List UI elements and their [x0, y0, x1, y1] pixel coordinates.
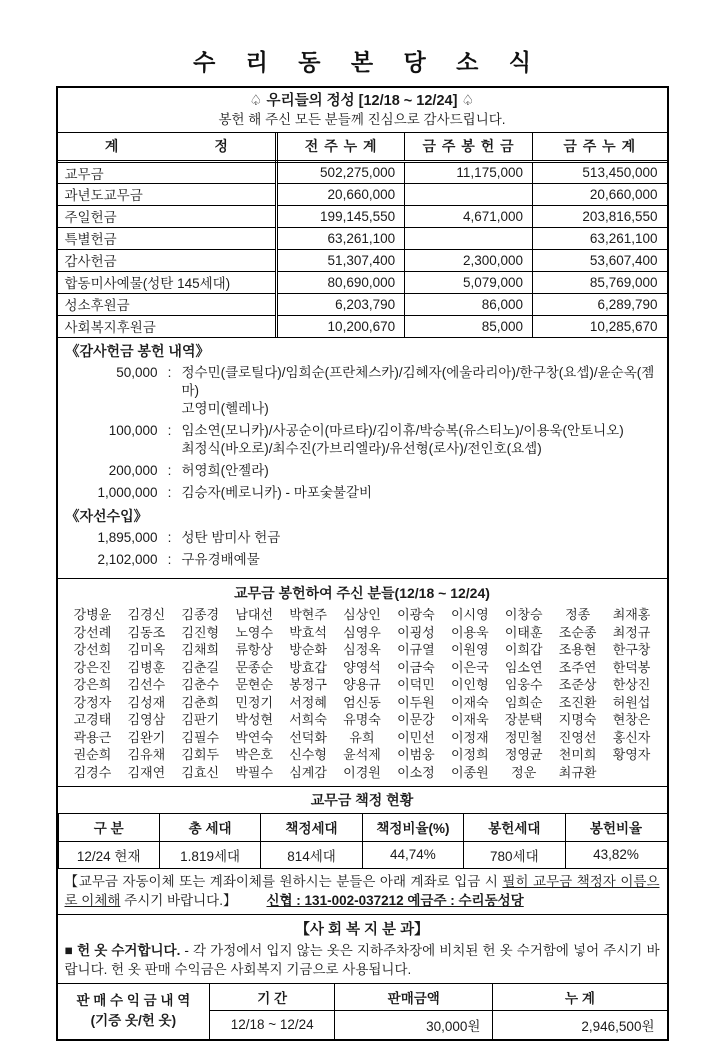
donor-name: 이광숙	[397, 607, 435, 622]
account-name: 감사헌금	[58, 249, 277, 271]
donor-name: 문종순	[235, 659, 274, 675]
donors-section-title: 교무금 봉헌하여 주신 분들(12/18 ~ 12/24)	[234, 585, 490, 601]
donor-names	[182, 462, 659, 480]
donor-name: 양영석	[343, 659, 381, 675]
donor-name: 이은국	[450, 659, 489, 675]
devotion-header-title: ♤ 우리들의 정성 [12/18 ~ 12/24] ♤	[249, 93, 475, 109]
donor-name: 조용현	[558, 642, 597, 657]
welfare-section-title: 【사 회 복 지 분 과】	[295, 921, 429, 938]
donor-name: 김춘수	[181, 677, 220, 692]
donor-name: 천미희	[558, 747, 597, 762]
thanksgiving-charity-block	[58, 337, 667, 578]
donor-name: 이금숙	[397, 659, 435, 675]
donor-name: 고경태	[73, 712, 112, 727]
donor-name: 심정옥	[343, 642, 381, 657]
assessment-section	[58, 786, 667, 914]
assessment-value: 814세대	[261, 841, 362, 868]
this-week-cumulative: 63,261,100	[533, 227, 667, 249]
donor-name: 이정재	[450, 729, 489, 745]
donor-name: 이재숙	[450, 694, 489, 710]
sales-row-label	[58, 983, 210, 1039]
this-week-cumulative: 203,816,550	[533, 205, 667, 227]
page-title: 수 리 동 본 당 소 식	[193, 49, 543, 75]
offering-table-row	[58, 205, 667, 227]
colon-separator: :	[167, 463, 172, 478]
this-week-cumulative: 20,660,000	[533, 183, 667, 205]
donor-names-line: 허영희(안젤라)	[181, 463, 269, 478]
donor-name: 김회두	[181, 747, 220, 762]
donor-name: 조주연	[558, 659, 597, 675]
donor-name: 곽용근	[73, 729, 112, 745]
donor-name: 최정규	[612, 624, 651, 640]
this-week-offering: 2,300,000	[405, 249, 533, 271]
assessment-value: 43,82%	[565, 841, 666, 868]
charity-entries	[66, 529, 659, 569]
donor-name: 심계감	[289, 764, 327, 780]
donor-name: 김채희	[181, 642, 220, 657]
sales-column-amount: 판매금액	[335, 983, 493, 1010]
offering-table-row	[58, 293, 667, 315]
donor-name: 심상인	[343, 607, 381, 622]
account-header-right: 정	[214, 138, 228, 155]
account-name: 합동미사예물(성탄 145세대)	[58, 271, 277, 293]
donor-name: 최규환	[558, 764, 597, 780]
donor-name: 이희갑	[504, 642, 543, 657]
donor-name: 김동조	[127, 624, 166, 640]
this-week-cumulative: 6,289,790	[533, 293, 667, 315]
donation-amount: 200,000	[108, 463, 158, 478]
donor-name: 심영우	[343, 624, 381, 640]
offering-table-header-row	[58, 133, 667, 161]
assessment-column-header: 총 세대	[159, 814, 260, 841]
donors-name-grid	[58, 605, 667, 786]
donor-name: 서정혜	[289, 694, 327, 710]
donor-name: 박연숙	[235, 729, 274, 745]
this-week-cumulative: 85,769,000	[533, 271, 667, 293]
sales-amount-value: 30,000원	[335, 1010, 493, 1039]
charity-description	[182, 529, 659, 547]
donor-name: 김미옥	[127, 642, 166, 657]
donor-name: 김춘희	[181, 694, 220, 710]
donor-names-line: 김승자(베로니카) - 마포숯불갈비	[181, 485, 373, 500]
donation-amount: 50,000	[116, 365, 158, 380]
donor-name: 정영균	[504, 747, 543, 762]
donor-name: 진영선	[558, 729, 597, 745]
charity-description-line: 성탄 밤미사 헌금	[181, 530, 281, 545]
donor-name: 이재욱	[450, 712, 489, 727]
gyomugeum-donors-section	[58, 578, 667, 786]
donor-name: 신수형	[289, 747, 327, 762]
donor-name: 한상진	[612, 677, 651, 692]
sales-label-line2: (기증 옷/헌 옷)	[90, 1013, 177, 1029]
notice-underlined-text: 필히 교무금 책정자 이름으로 이체해	[64, 873, 660, 908]
assessment-table	[58, 814, 667, 869]
notice-lead-text: ■ 헌 옷 수거합니다.	[64, 942, 181, 958]
donor-name: 한덕봉	[612, 659, 651, 675]
donor-names-line: 임소연(모니카)/사공순이(마르타)/김이휴/박승복(유스티노)/이용욱(안토니오)	[181, 423, 624, 438]
donor-name: 서희숙	[289, 712, 327, 727]
prev-week-cumulative: 51,307,400	[277, 249, 405, 271]
this-week-offering: 86,000	[405, 293, 533, 315]
donor-name: 최재홍	[612, 607, 651, 622]
assessment-value: 780세대	[464, 841, 565, 868]
donation-amount: 100,000	[108, 423, 158, 438]
donor-name: 이태훈	[504, 624, 543, 640]
this-week-offering: 5,079,000	[405, 271, 533, 293]
donor-name: 장분택	[504, 712, 543, 727]
donor-name: 김종경	[181, 607, 220, 622]
account-header-left: 계	[104, 138, 119, 155]
donor-name: 민정기	[235, 694, 274, 710]
donor-name: 허원섭	[612, 694, 651, 710]
donor-name: 정민철	[504, 729, 543, 745]
assessment-value: 44,74%	[362, 841, 463, 868]
donor-name: 이규열	[397, 642, 435, 657]
account-name: 사회복지후원금	[58, 315, 277, 337]
account-name: 과년도교무금	[58, 183, 277, 205]
donor-name: 유명숙	[343, 712, 381, 727]
sales-period-value: 12/18 ~ 12/24	[210, 1010, 335, 1039]
donor-name: 이두원	[397, 694, 435, 710]
sales-label-line1: 판 매 수 익 금 내 역	[76, 993, 191, 1009]
column-header-account	[58, 133, 277, 161]
thanksgiving-entries	[66, 364, 659, 502]
donor-name: 이범웅	[397, 747, 435, 762]
this-week-offering: 4,671,000	[405, 205, 533, 227]
thanksgiving-entry	[66, 422, 659, 458]
donor-name: 강선례	[73, 624, 112, 640]
this-week-cumulative: 513,450,000	[533, 161, 667, 183]
sales-total-value: 2,946,500원	[493, 1010, 667, 1039]
charity-description	[182, 551, 659, 569]
prev-week-cumulative: 63,261,100	[277, 227, 405, 249]
donor-name: 김유채	[127, 747, 166, 762]
donor-names	[182, 364, 659, 418]
donor-name: 이용욱	[450, 624, 489, 640]
donor-names	[182, 484, 659, 502]
this-week-offering	[405, 227, 533, 249]
assessment-section-title: 교무금 책정 현황	[58, 787, 667, 814]
notice-text: 주시기 바랍니다.】	[120, 892, 237, 908]
donor-name: 김효신	[181, 764, 220, 780]
assessment-column-header: 책정비율(%)	[362, 814, 463, 841]
sales-column-period: 기 간	[210, 983, 335, 1010]
donor-name: 김선수	[127, 677, 166, 692]
colon-separator: :	[167, 485, 172, 500]
prev-week-cumulative: 10,200,670	[277, 315, 405, 337]
notice-text: 【교무금 자동이체 또는 계좌이체를 원하시는 분들은 아래 계좌로 입금 시	[64, 873, 503, 889]
charity-entry	[66, 529, 659, 547]
donor-name: 김경신	[127, 607, 166, 622]
donor-name: 엄신동	[343, 694, 381, 710]
sales-column-total: 누 계	[493, 983, 667, 1010]
donor-name: 홍신자	[612, 729, 651, 745]
donor-names-line: 고영미(헬레나)	[181, 401, 269, 416]
donor-name: 김병훈	[127, 659, 166, 675]
sales-table-header-row	[58, 983, 667, 1010]
clothes-collection-notice	[58, 940, 667, 983]
donor-name: 이경원	[343, 764, 381, 780]
assessment-value: 1.819세대	[159, 841, 260, 868]
donor-name: 남대선	[235, 607, 274, 622]
colon-separator: :	[167, 423, 172, 438]
charity-description-line: 구유경배예물	[181, 552, 260, 567]
offering-table-row	[58, 249, 667, 271]
charity-section-title: 《자선수입》	[65, 508, 148, 524]
donor-name: 이시영	[450, 607, 489, 622]
donor-name: 이종원	[450, 764, 489, 780]
donor-name: 임웅수	[504, 677, 543, 692]
sales-revenue-table	[58, 983, 667, 1040]
thanksgiving-entry	[66, 364, 659, 418]
donor-name: 선덕화	[289, 729, 327, 745]
donor-name: 조순종	[558, 624, 597, 640]
donor-name: 박필수	[235, 764, 274, 780]
donor-name: 유희	[349, 729, 375, 745]
donor-name: 김경수	[73, 764, 112, 780]
prev-week-cumulative: 502,275,000	[277, 161, 405, 183]
prev-week-cumulative: 6,203,790	[277, 293, 405, 315]
donor-name: 황영자	[612, 747, 651, 762]
donor-name: 이원영	[450, 642, 489, 657]
thanksgiving-entry	[66, 462, 659, 480]
donor-name: 조준상	[558, 677, 597, 692]
transfer-notice	[58, 869, 667, 914]
donor-name: 노영수	[235, 624, 274, 640]
donor-name: 김완기	[127, 729, 166, 745]
assessment-data-row	[58, 841, 667, 868]
assessment-column-header: 책정세대	[261, 814, 362, 841]
donation-amount: 1,000,000	[97, 485, 158, 500]
donor-name: 임소연	[504, 659, 543, 675]
account-name: 교무금	[58, 161, 277, 183]
offering-table-row	[58, 183, 667, 205]
devotion-header	[58, 88, 667, 133]
donor-name: 윤석제	[343, 747, 381, 762]
bulletin-body	[56, 86, 669, 1041]
donor-name: 이정희	[450, 747, 489, 762]
donor-name: 이창승	[504, 607, 543, 622]
account-name: 주일헌금	[58, 205, 277, 227]
prev-week-cumulative: 80,690,000	[277, 271, 405, 293]
donor-name: 김성재	[127, 694, 166, 710]
donor-name: 한구창	[612, 642, 651, 657]
donor-name: 봉정구	[289, 677, 327, 692]
donor-name: 이민선	[397, 729, 435, 745]
prev-week-cumulative: 199,145,550	[277, 205, 405, 227]
donor-name: 박은호	[235, 747, 274, 762]
donor-name: 강정자	[73, 694, 112, 710]
donor-name: 문현순	[235, 677, 274, 692]
donor-name: 정종	[565, 607, 591, 622]
donor-name: 권순희	[73, 747, 112, 762]
thanksgiving-entry	[66, 484, 659, 502]
donor-name: 조진환	[558, 694, 597, 710]
donor-name: 지명숙	[558, 712, 597, 727]
donor-name: 이문강	[397, 712, 435, 727]
prev-week-cumulative: 20,660,000	[277, 183, 405, 205]
donor-name: 현창은	[612, 712, 651, 727]
donor-name: 박성현	[235, 712, 274, 727]
offering-table-row	[58, 315, 667, 337]
this-week-cumulative: 53,607,400	[533, 249, 667, 271]
thanksgiving-section-title: 《감사헌금 봉헌 내역》	[65, 343, 210, 359]
assessment-column-header: 봉헌비율	[565, 814, 666, 841]
donor-name: 류항상	[235, 642, 274, 657]
charity-entry	[66, 551, 659, 569]
offering-table-row	[58, 271, 667, 293]
offering-table-row	[58, 161, 667, 183]
offering-table	[58, 133, 667, 337]
donor-name: 김판기	[181, 712, 220, 727]
donor-name: 강은진	[73, 659, 112, 675]
donor-name: 박효석	[289, 624, 327, 640]
donor-name: 이소정	[397, 764, 435, 780]
donor-name: 강선희	[73, 642, 112, 657]
account-name: 성소후원금	[58, 293, 277, 315]
this-week-cumulative: 10,285,670	[533, 315, 667, 337]
assessment-value: 12/24 현재	[58, 841, 159, 868]
welfare-section	[58, 914, 667, 1040]
column-header-week-offering: 금 주 봉 헌 금	[405, 133, 533, 161]
donor-name: 정운	[511, 764, 537, 780]
donor-name: 김진형	[181, 624, 220, 640]
notice-body-text: - 각 가정에서 입지 않는 옷은 지하주차장에 비치된 헌 옷 수거함에 넣어 주시기 바랍니다. 헌 옷 판매 수익금은 사회복지 기금으로 사용됩니다.	[64, 942, 660, 977]
donor-name: 강은희	[73, 677, 112, 692]
donor-name: 김영삼	[127, 712, 166, 727]
donor-name: 이덕민	[397, 677, 435, 692]
donor-name: 김재연	[127, 764, 166, 780]
donor-names	[182, 422, 659, 458]
devotion-header-subtitle: 봉헌 해 주신 모든 분들께 진심으로 감사드립니다.	[218, 112, 506, 127]
colon-separator: :	[167, 530, 172, 545]
donor-name: 이인형	[450, 677, 489, 692]
offering-table-row	[58, 227, 667, 249]
donor-name: 방효갑	[289, 659, 327, 675]
donor-names-line: 정수민(클로틸다)/임희순(프란체스카)/김혜자(에울라리아)/한구창(요셉)/윤순옥(젬마)	[181, 365, 655, 398]
colon-separator: :	[167, 552, 172, 567]
donor-names-line: 최정식(바오로)/최수진(가브리엘라)/유선형(로사)/전인호(요셉)	[181, 441, 542, 456]
colon-separator: :	[167, 365, 172, 380]
column-header-week-total: 금 주 누 계	[533, 133, 667, 161]
this-week-offering	[405, 183, 533, 205]
charity-amount: 2,102,000	[97, 552, 158, 567]
bank-account-info: 신협 : 131-002-037212 예금주 : 수리동성당	[266, 892, 524, 908]
donor-name: 양용규	[343, 677, 381, 692]
donor-name: 방순화	[289, 642, 327, 657]
account-name: 특별헌금	[58, 227, 277, 249]
assessment-column-header: 봉헌세대	[464, 814, 565, 841]
donor-name: 임희순	[504, 694, 543, 710]
this-week-offering: 85,000	[405, 315, 533, 337]
donor-name: 박현주	[289, 607, 327, 622]
assessment-column-header: 구 분	[58, 814, 159, 841]
assessment-header-row	[58, 814, 667, 841]
this-week-offering: 11,175,000	[405, 161, 533, 183]
column-header-prev-total: 전 주 누 계	[277, 133, 405, 161]
charity-amount: 1,895,000	[97, 530, 158, 545]
donor-name: 이굉성	[397, 624, 435, 640]
donor-name: 김춘길	[181, 659, 220, 675]
donor-name: 강병윤	[73, 607, 112, 622]
donor-name: 김필수	[181, 729, 220, 745]
